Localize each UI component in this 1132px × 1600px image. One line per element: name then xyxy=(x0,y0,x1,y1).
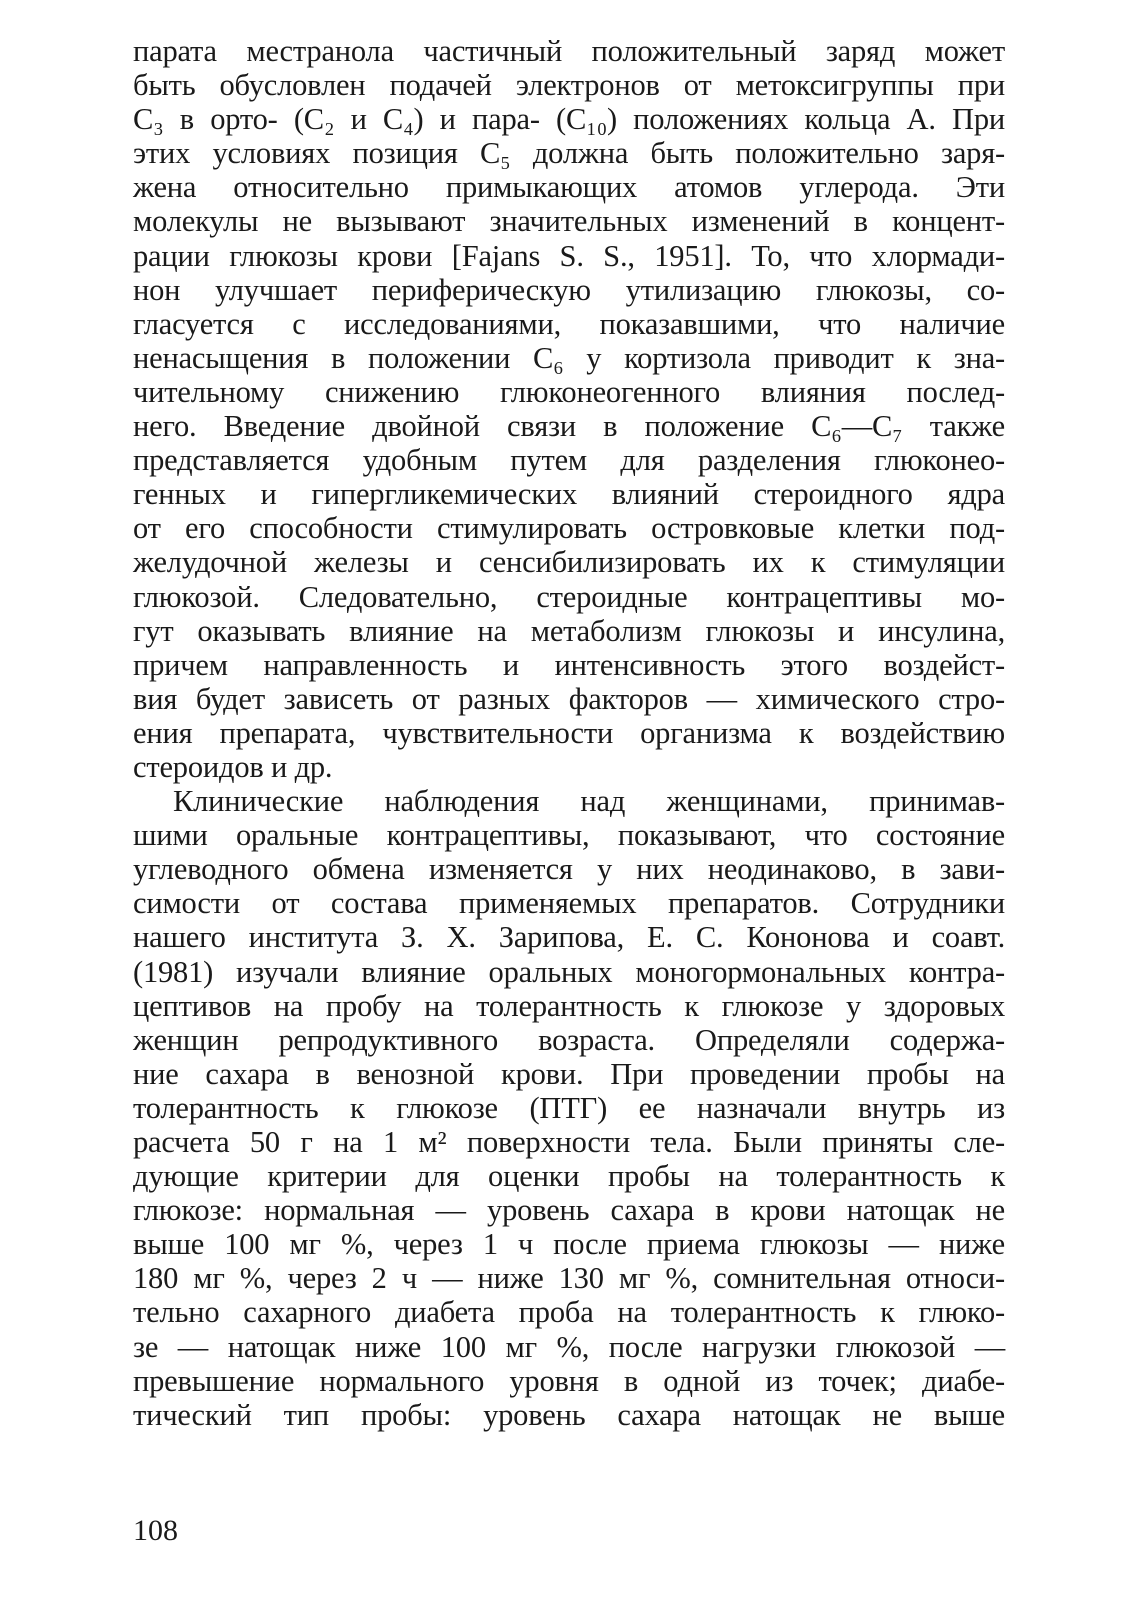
text-line: чительному снижению глюконеогенного влияния послед- xyxy=(133,374,1005,409)
text-line: тический тип пробы: уровень сахара натощак не выше xyxy=(133,1397,1005,1432)
text-line: расчета 50 г на 1 м² поверхности тела. Были приняты сле- xyxy=(133,1125,1005,1159)
text-line: ения препарата, чувствительности организма к воздействию xyxy=(133,715,1005,750)
text-line: парата местранола частичный положительный заряд может xyxy=(133,34,1005,68)
text-line: него. Введение двойной связи в положение C₆—C₇ также xyxy=(133,409,1005,444)
text-line: цептивов на пробу на толерантность к глюкозе у здоровых xyxy=(133,988,1005,1023)
text-line: рации глюкозы крови [Fajans S. S., 1951]. То, что хлормади- xyxy=(133,238,1005,273)
text-line: нон улучшает периферическую утилизацию глюкозы, со- xyxy=(133,272,1005,307)
text-line: быть обусловлен подачей электронов от метоксигруппы при xyxy=(133,68,1005,103)
text-line: гласуется с исследованиями, показавшими, что наличие xyxy=(133,306,1005,341)
text-line: превышение нормального уровня в одной из точек; диабе- xyxy=(133,1363,1005,1398)
text-line: зе — натощак ниже 100 мг %, после нагрузки глюкозой — xyxy=(133,1329,1005,1364)
text-line: этих условиях позиция C₅ должна быть положительно заря- xyxy=(133,136,1005,171)
page-number: 108 xyxy=(133,1514,178,1547)
text-line: гут оказывать влияние на метаболизм глюкозы и инсулина, xyxy=(133,613,1005,648)
text-line: (1981) изучали влияние оральных моногормональных контра- xyxy=(133,954,1005,989)
text-line: симости от состава применяемых препаратов. Сотрудники xyxy=(133,886,1005,921)
text-line: жена относительно примыкающих атомов углерода. Эти xyxy=(133,170,1005,205)
text-line: нашего института З. Х. Зарипова, Е. С. Кононова и соавт. xyxy=(133,920,1005,955)
text-line: ненасыщения в положении C₆ у кортизола приводит к зна- xyxy=(133,340,1005,375)
page-body xyxy=(133,34,1005,1432)
text-line: желудочной железы и сенсибилизировать их к стимуляции xyxy=(133,545,1005,580)
text-line: молекулы не вызывают значительных изменений в концент- xyxy=(133,204,1005,239)
text-line: причем направленность и интенсивность этого воздейст- xyxy=(133,647,1005,682)
text-line: женщин репродуктивного возраста. Определяли содержа- xyxy=(133,1022,1005,1057)
text-line: глюкозой. Следовательно, стероидные контрацептивы мо- xyxy=(133,579,1005,614)
text-line: шими оральные контрацептивы, показывают, что состояние xyxy=(133,818,1005,853)
text-line: от его способности стимулировать островковые клетки под- xyxy=(133,511,1005,546)
text-line: тельно сахарного диабета проба на толерантность к глюко- xyxy=(133,1295,1005,1330)
text-line: генных и гипергликемических влияний стероидного ядра xyxy=(133,477,1005,512)
text-line: выше 100 мг %, через 1 ч после приема глюкозы — ниже xyxy=(133,1227,1005,1262)
text-line: представляется удобным путем для разделения глюконео- xyxy=(133,443,1005,478)
text-line: Клинические наблюдения над женщинами, принимав- xyxy=(173,784,1005,819)
text-line: ние сахара в венозной крови. При проведении пробы на xyxy=(133,1056,1005,1091)
text-line: углеводного обмена изменяется у них неодинаково, в зави- xyxy=(133,852,1005,887)
text-line: дующие критерии для оценки пробы на толерантность к xyxy=(133,1159,1005,1194)
paragraph-2 xyxy=(133,784,1005,1432)
text-line: 180 мг %, через 2 ч — ниже 130 мг %, сомнительная относи- xyxy=(133,1261,1005,1296)
text-line: стероидов и др. xyxy=(133,749,333,784)
text-line: вия будет зависеть от разных факторов — химического стро- xyxy=(133,681,1005,716)
text-line: C₃ в орто- (C₂ и C₄) и пара- (C₁₀) положениях кольца A. При xyxy=(133,102,1005,137)
text-line: толерантность к глюкозе (ПТГ) ее назначали внутрь из xyxy=(133,1090,1005,1125)
text-line: глюкозе: нормальная — уровень сахара в крови натощак не xyxy=(133,1193,1005,1228)
paragraph-1 xyxy=(133,34,1005,784)
